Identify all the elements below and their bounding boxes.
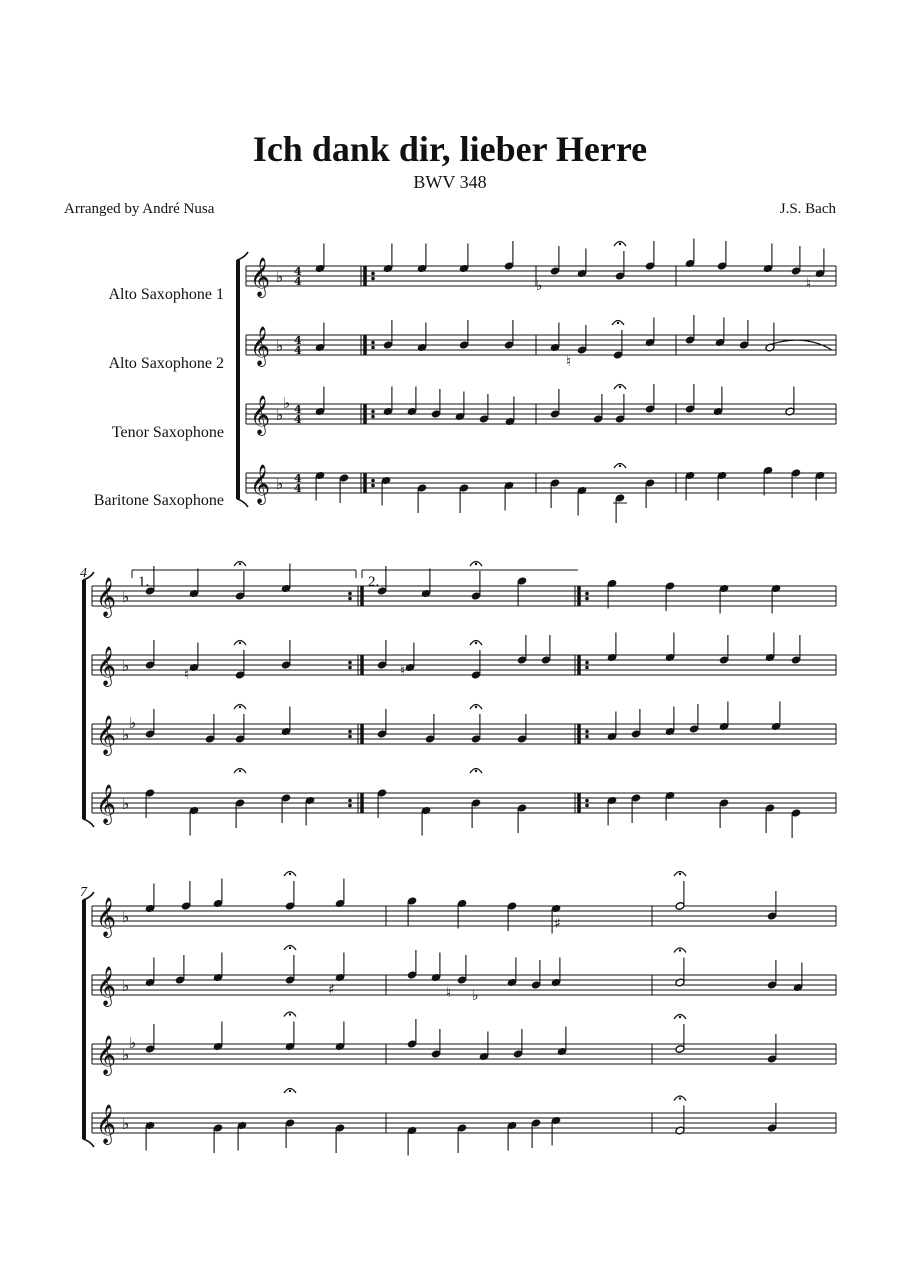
- repeat-dot: [371, 410, 375, 414]
- time-signature-top: 4: [294, 334, 302, 347]
- repeat-dot: [585, 666, 589, 670]
- bracket-top-hook: [83, 892, 94, 900]
- repeat-dot: [348, 799, 352, 803]
- repeat-dot: [371, 277, 375, 281]
- flat-sign: ♭: [122, 795, 130, 813]
- instrument-label-baritone-sax: Baritone Saxophone: [93, 492, 224, 509]
- repeat-dot: [371, 415, 375, 419]
- volta-1-label: 1.: [138, 574, 150, 590]
- flat-sign: ♭: [122, 1115, 130, 1133]
- time-signature-bottom: 4: [294, 413, 302, 426]
- instrument-label-tenor-sax: Tenor Saxophone: [111, 424, 224, 441]
- flat-sign: ♭: [122, 726, 130, 744]
- fermata-dot: [679, 873, 681, 875]
- repeat-dot: [371, 346, 375, 350]
- time-signature-bottom: 4: [294, 344, 302, 357]
- fermata-dot: [239, 770, 241, 772]
- fermata-dot: [475, 642, 477, 644]
- time-signature-bottom: 4: [294, 482, 302, 495]
- page-subtitle: BWV 348: [413, 172, 487, 192]
- treble-clef-icon: 𝄞: [96, 1104, 117, 1144]
- treble-clef-icon: 𝄞: [96, 897, 117, 937]
- fermata-dot: [679, 1016, 681, 1018]
- time-signature-top: 4: [294, 472, 302, 485]
- fermata-dot: [289, 947, 291, 949]
- treble-clef-icon: 𝄞: [250, 326, 271, 366]
- arranger-credit: Arranged by André Nusa: [64, 201, 215, 217]
- bracket-bottom-hook: [237, 499, 248, 507]
- fermata-dot: [239, 563, 241, 565]
- repeat-dot: [371, 479, 375, 483]
- fermata-dot: [679, 949, 681, 951]
- instrument-label-alto-sax-1: Alto Saxophone 1: [108, 286, 224, 303]
- time-signature-top: 4: [294, 265, 302, 278]
- time-signature-top: 4: [294, 403, 302, 416]
- fermata-dot: [289, 873, 291, 875]
- repeat-dot: [348, 735, 352, 739]
- flat-sign: ♭: [276, 475, 284, 493]
- fermata-dot: [619, 465, 621, 467]
- repeat-dot: [371, 484, 375, 488]
- flat-sign: ♭: [122, 657, 130, 675]
- flat-sign: ♭: [129, 1034, 137, 1052]
- repeat-dot: [348, 804, 352, 808]
- flat-sign: ♭: [122, 908, 130, 926]
- flat-sign: ♭: [122, 977, 130, 995]
- natural-accidental: ♮: [566, 354, 572, 370]
- treble-clef-icon: 𝄞: [96, 577, 117, 617]
- notation-layer: [83, 239, 836, 1156]
- bracket-top-hook: [237, 252, 248, 260]
- measure-number-4: 4: [80, 566, 87, 581]
- fermata-dot: [619, 386, 621, 388]
- repeat-dot: [348, 730, 352, 734]
- repeat-dot: [371, 272, 375, 276]
- bracket-bottom-hook: [83, 1139, 94, 1147]
- repeat-dot: [585, 804, 589, 808]
- fermata-dot: [475, 770, 477, 772]
- treble-clef-icon: 𝄞: [96, 784, 117, 824]
- treble-clef-icon: 𝄞: [96, 1035, 117, 1075]
- treble-clef-icon: 𝄞: [250, 464, 271, 504]
- fermata-dot: [619, 243, 621, 245]
- natural-accidental: ♮: [184, 667, 190, 683]
- treble-clef-icon: 𝄞: [96, 715, 117, 755]
- fermata-dot: [475, 706, 477, 708]
- bracket-top-hook: [83, 572, 94, 580]
- instrument-label-alto-sax-2: Alto Saxophone 2: [108, 355, 224, 372]
- treble-clef-icon: 𝄞: [250, 257, 271, 297]
- repeat-dot: [585, 592, 589, 596]
- sharp-accidental: ♯: [554, 916, 561, 932]
- flat-sign: ♭: [276, 406, 284, 424]
- measure-number-7: 7: [80, 885, 87, 900]
- repeat-dot: [348, 597, 352, 601]
- fermata-dot: [617, 322, 619, 324]
- repeat-dot: [348, 666, 352, 670]
- fermata-dot: [239, 642, 241, 644]
- repeat-dot: [585, 799, 589, 803]
- flat-sign: ♭: [276, 337, 284, 355]
- flat-sign: ♭: [283, 394, 291, 412]
- flat-sign: ♭: [276, 268, 284, 286]
- repeat-dot: [371, 341, 375, 345]
- flat-sign: ♭: [122, 1046, 130, 1064]
- treble-clef-icon: 𝄞: [96, 646, 117, 686]
- repeat-dot: [585, 730, 589, 734]
- fermata-dot: [289, 1090, 291, 1092]
- flat-sign: ♭: [129, 714, 137, 732]
- fermata-dot: [475, 563, 477, 565]
- fermata-dot: [239, 706, 241, 708]
- fermata-dot: [289, 1013, 291, 1015]
- natural-accidental: ♮: [806, 276, 812, 292]
- repeat-dot: [348, 661, 352, 665]
- volta-2-label: 2.: [368, 574, 380, 590]
- treble-clef-icon: 𝄞: [96, 966, 117, 1006]
- composer-credit: J.S. Bach: [779, 201, 836, 217]
- page-title: Ich dank dir, lieber Herre: [252, 129, 648, 169]
- repeat-dot: [585, 597, 589, 601]
- time-signature-bottom: 4: [294, 275, 302, 288]
- treble-clef-icon: 𝄞: [250, 395, 271, 435]
- flat-accidental: ♭: [472, 988, 479, 1004]
- flat-accidental: ♭: [536, 278, 543, 294]
- flat-sign: ♭: [122, 588, 130, 606]
- natural-accidental: ♮: [446, 985, 452, 1001]
- repeat-dot: [348, 592, 352, 596]
- repeat-dot: [585, 735, 589, 739]
- repeat-dot: [585, 661, 589, 665]
- bracket-bottom-hook: [83, 819, 94, 827]
- fermata-dot: [679, 1097, 681, 1099]
- natural-accidental: ♮: [400, 663, 406, 679]
- sharp-accidental: ♯: [328, 982, 335, 998]
